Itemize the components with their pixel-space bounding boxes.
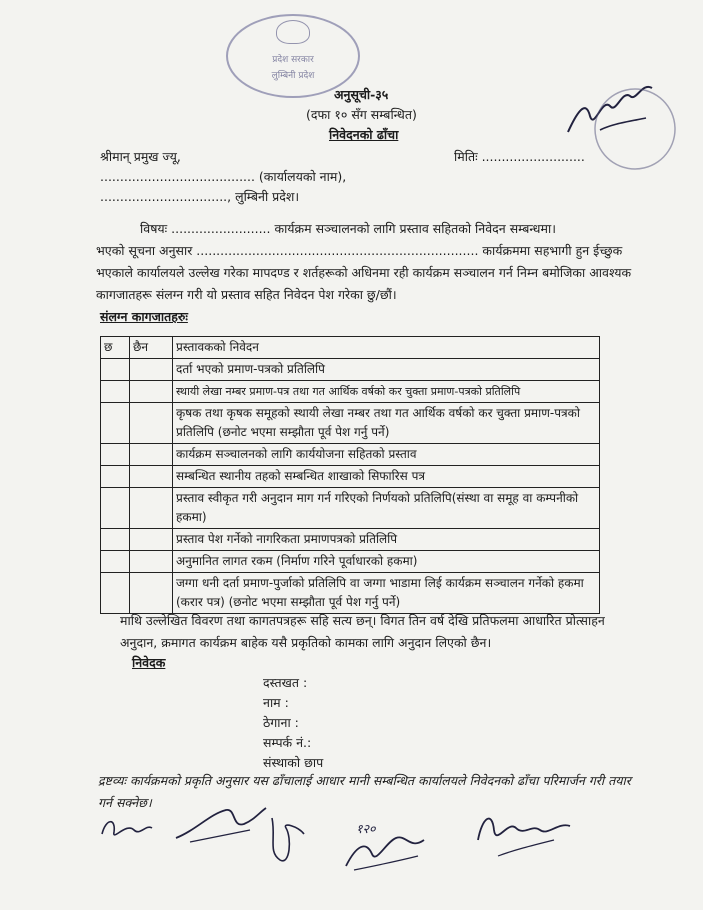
cell-yes[interactable] [101, 573, 130, 614]
row-text: कृषक तथा कृषक समूहको स्थायी लेखा नम्बर तथा गत आर्थिक वर्षको कर चुक्ता प्रमाण-पत्रको प्रतिलिपि (छनोट भएमा सम्झौता पूर्व पेश गर्नु पर्ने) [173, 403, 600, 444]
address-field: ठेगाना : [263, 715, 299, 730]
province-line: ................................, लुम्बिनी प्रदेश। [100, 189, 300, 204]
row-text: सम्बन्धित स्थानीय तहको सम्बन्धित शाखाको सिफारिस पत्र [173, 466, 600, 488]
cell-yes[interactable] [101, 529, 130, 551]
signature-2 [170, 800, 270, 850]
row-text: जग्गा धनी दर्ता प्रमाण-पुर्जाको प्रतिलिपि वा जग्गा भाडामा लिई कार्यक्रम सञ्चालन गर्नेको हकमा (करार पत्र) (छनोट भएमा सम्झौता पूर्व पेश गर्नु पर्ने) [173, 573, 600, 614]
emblem-icon [276, 20, 310, 44]
row-text: अनुमानित लागत रकम (निर्माण गरिने पूर्वाधारको हकमा) [173, 551, 600, 573]
cell-yes[interactable] [101, 381, 130, 403]
table-row [101, 359, 600, 381]
cell-no[interactable] [130, 488, 173, 529]
form-title: निवेदनको ढाँचा [329, 127, 399, 142]
cell-yes[interactable] [101, 488, 130, 529]
cell-no[interactable] [130, 403, 173, 444]
declaration-paragraph: माथि उल्लेखित विवरण तथा कागतपत्रहरू सहि सत्य छन्। विगत तिन वर्ष देखि प्रतिफलमा आधारित प्रोत्साहन अनुदान, क्रमागत कार्यक्रम बाहेक यसै प्रकृतिको कामका लागि अनुदान लिएको छैन। [120, 613, 605, 650]
signature-field: दस्तखत : [263, 675, 308, 690]
cell-yes[interactable] [101, 403, 130, 444]
subject-line: विषयः ......................... कार्यक्रम सञ्चालनको लागि प्रस्ताव सहितको निवेदन सम्बन्धमा। [140, 221, 556, 236]
table-row [101, 381, 600, 403]
name-field: नाम : [263, 695, 289, 710]
row-text: प्रस्ताव स्वीकृत गरी अनुदान माग गर्न गरिएको निर्णयको प्रतिलिपि(संस्था वा समूह वा कम्पनीको हकमा) [173, 488, 600, 529]
salutation: श्रीमान् प्रमुख ज्यू, [100, 149, 181, 164]
row-text: दर्ता भएको प्रमाण-पत्रको प्रतिलिपि [173, 359, 600, 381]
cell-yes[interactable] [101, 444, 130, 466]
table-row [101, 466, 600, 488]
col-yes-header: छ [101, 337, 130, 359]
table-row [101, 337, 600, 359]
signature-4 [340, 826, 430, 876]
signature-1 [96, 808, 156, 848]
marginal-number: १२० [356, 821, 376, 836]
cell-no[interactable] [130, 573, 173, 614]
row-text: प्रस्तावकको निवेदन [173, 337, 600, 359]
cell-no[interactable] [130, 466, 173, 488]
attachments-heading: संलग्न कागजातहरुः [100, 309, 188, 324]
attachments-table [100, 336, 600, 614]
note-paragraph: द्रष्टव्यः कार्यक्रमको प्रकृति अनुसार यस ढाँचालाई आधार मानी सम्बन्धित कार्यालयले निवेदनको ढाँचा परिमार्जन गरी तयार गर्न सक्नेछ। [98, 773, 631, 810]
table-row [101, 551, 600, 573]
cell-yes[interactable] [101, 551, 130, 573]
cell-yes[interactable] [101, 466, 130, 488]
cell-no[interactable] [130, 551, 173, 573]
body-paragraph: भएको सूचना अनुसार ....................................................................... कार्यक्रममा सहभागी हुन ईच्छुक भएकाले कार्यालयले उल्लेख गरेका मापदण्ड र शर्तहरूको अधिनमा रही कार्यक्रम सञ्चालन गर्न निम्न बमोजिका आवश्यक कागजातहरू संलग्न गरी यो प्रस्ताव सहित निवेदन पेश गरेका छु/छौं। [96, 243, 632, 302]
row-text: कार्यक्रम सञ्चालनको लागि कार्ययोजना सहितको प्रस्ताव [173, 444, 600, 466]
contact-field: सम्पर्क नं.: [263, 735, 312, 750]
applicant-label: निवेदक [132, 655, 166, 670]
row-text: प्रस्ताव पेश गर्नेको नागरिकता प्रमाणपत्रको प्रतिलिपि [173, 529, 600, 551]
seal-text-1: प्रदेश सरकार [272, 55, 314, 65]
cell-no[interactable] [130, 381, 173, 403]
signature-5 [468, 800, 578, 870]
date-field: मितिः .......................... [454, 149, 585, 164]
cell-no[interactable] [130, 529, 173, 551]
seal-text-2: लुम्बिनी प्रदेश [271, 71, 315, 81]
section-reference: (दफा १० सँग सम्बन्धित) [306, 107, 417, 122]
table-row [101, 444, 600, 466]
cell-no[interactable] [130, 359, 173, 381]
row-text: स्थायी लेखा नम्बर प्रमाण-पत्र तथा गत आर्थिक वर्षको कर चुक्ता प्रमाण-पत्रको प्रतिलिपि [173, 381, 600, 403]
cell-yes[interactable] [101, 359, 130, 381]
cell-no[interactable] [130, 444, 173, 466]
table-row [101, 488, 600, 529]
table-row [101, 403, 600, 444]
office-line: ....................................... (कार्यालयको नाम), [100, 169, 347, 184]
signature-3 [262, 808, 312, 868]
table-row [101, 529, 600, 551]
org-stamp-field: संस्थाको छाप [263, 755, 324, 770]
col-no-header: छैन [130, 337, 173, 359]
schedule-number: अनुसूची-३५ [334, 87, 389, 102]
table-row [101, 573, 600, 614]
